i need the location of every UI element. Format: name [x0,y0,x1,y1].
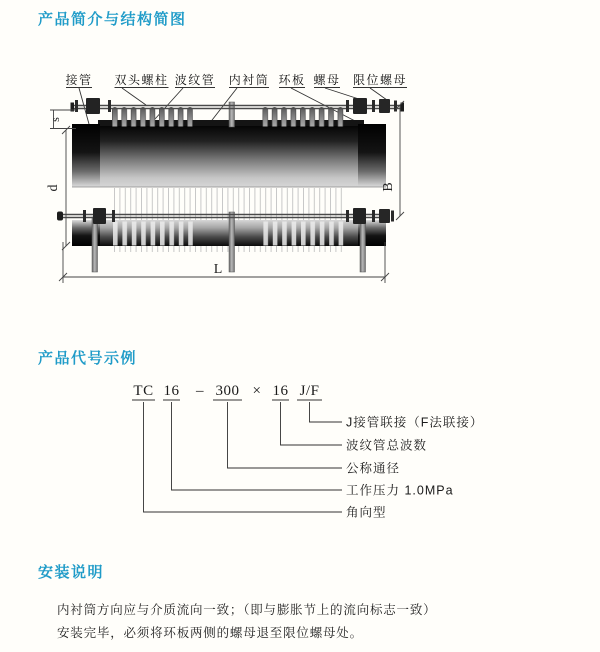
code-part-connection: J/F [299,383,320,399]
bellows-fins-left-group [112,107,193,127]
dim-d-label: d [46,184,61,192]
dimension-s [48,110,76,129]
dim-B-label: B [381,182,396,192]
code-part-pressure: 16 [163,383,180,399]
code-part-dash: – [196,383,204,399]
bellows-fins-right-group [262,107,344,127]
installation-note-line1: 内衬筒方向应与介质流向一致；（即与膨胀节上的流向标志一致） [57,603,437,617]
callout-pressure: 工作压力 1.0MPa [346,483,454,498]
code-connectors [144,402,343,512]
lower-assembly [57,208,394,272]
ring-plate-stud-right [360,217,366,272]
label-shuangtouluozhu: 双头螺柱 [114,73,169,87]
label-bowenguan: 波纹管 [174,73,216,87]
dim-s-label: s [48,117,62,122]
section-code-heading: 产品代号示例 [38,350,138,367]
label-luomu: 螺母 [313,73,341,87]
label-neichentong: 内衬筒 [228,73,270,87]
ring-plate-stud-left [92,217,98,272]
installation-notes [57,599,436,645]
lower-bellows-stripes-right [262,222,344,246]
right-pipe-end [358,124,386,187]
section-install-heading: 安装说明 [38,564,105,581]
main-body [72,126,386,187]
left-pipe-end [72,124,100,187]
code-string [132,383,322,400]
ring-plate-stud-center-bottom [229,212,235,272]
label-huanban: 环板 [278,73,306,87]
code-callout-labels [346,415,483,520]
callout-connection: J接管联接（F法联接） [346,415,484,430]
section-intro-heading: 产品简介与结构简图 [38,11,187,28]
callout-type: 角向型 [346,505,387,520]
expansion-joint-diagram [30,62,470,297]
code-part-times: × [252,383,262,399]
callout-waves: 波纹管总波数 [346,438,428,453]
label-xianweiluomu: 限位螺母 [352,73,408,87]
code-part-type: TC [133,383,154,399]
code-part-waves: 16 [272,383,289,399]
dim-L-label: L [213,262,223,277]
product-code-example [118,378,588,528]
installation-note-line2: 安装完毕，必须将环板两侧的螺母退至限位螺母处。 [57,626,363,640]
code-part-diameter: 300 [215,383,240,399]
label-jieguan: 接管 [65,73,93,87]
lower-bellows-stripes-left [112,222,193,246]
callout-diameter: 公称通径 [346,461,401,476]
dimension-d [46,126,70,250]
upper-assembly [71,98,405,187]
